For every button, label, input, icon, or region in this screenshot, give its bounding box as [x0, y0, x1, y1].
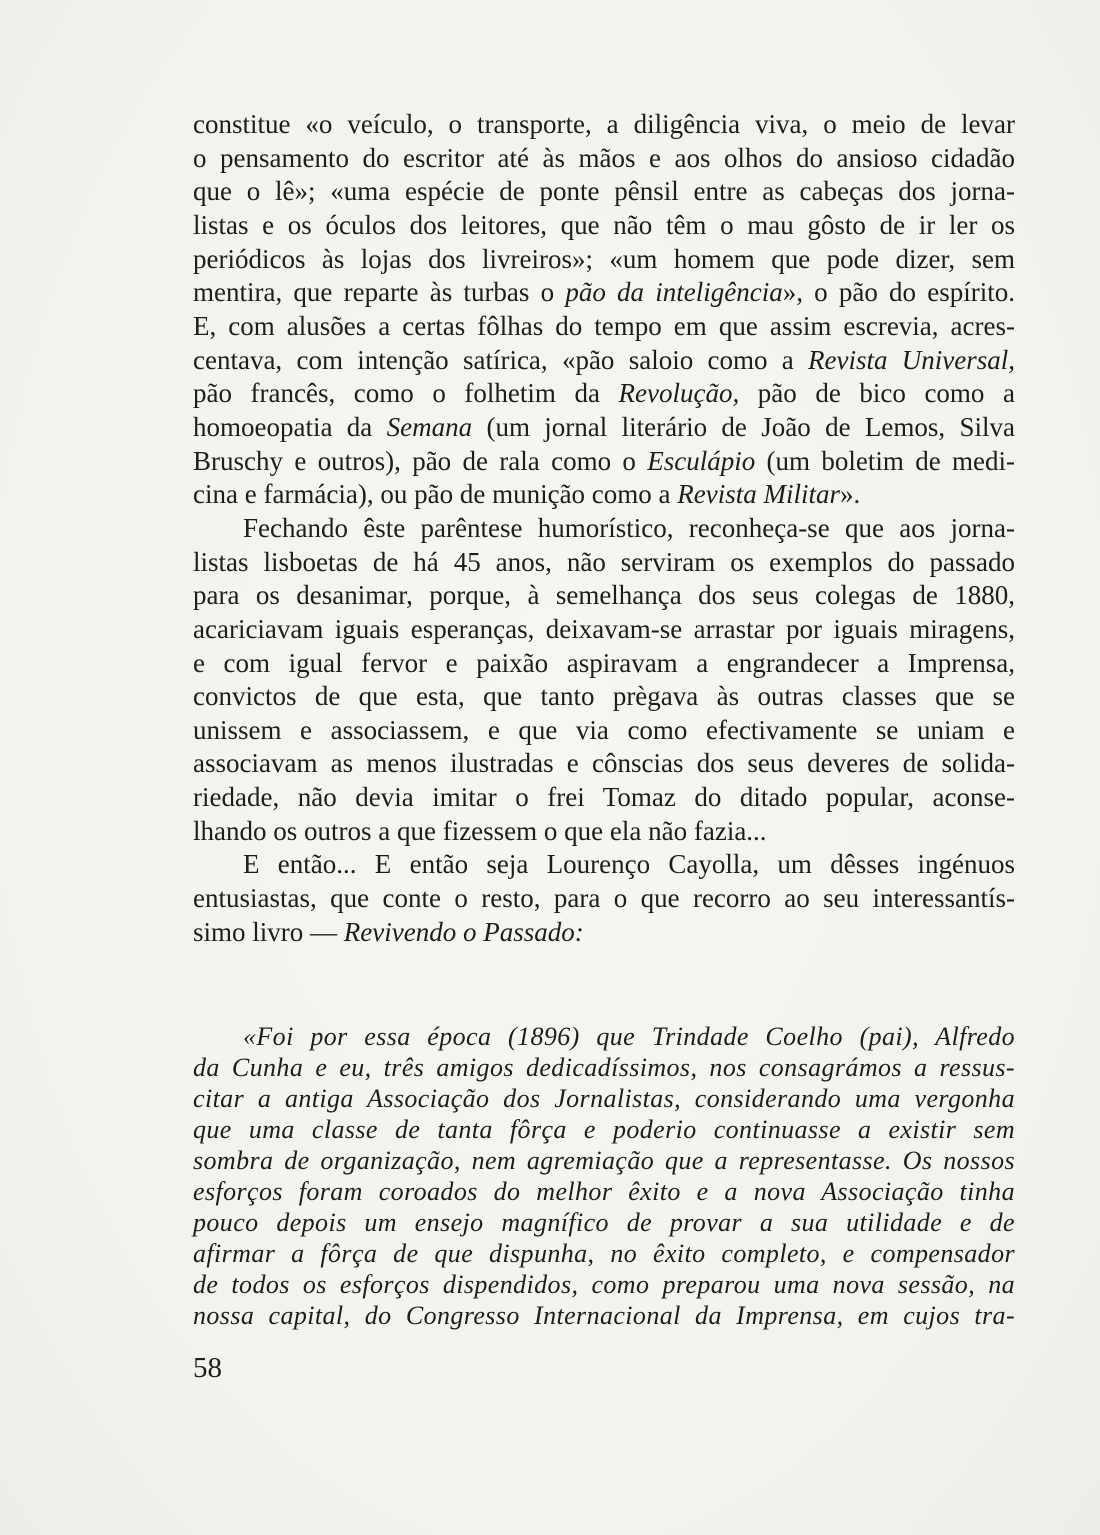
italic-text: Revivendo o Passado: [343, 916, 584, 947]
text-line [193, 344, 1015, 378]
text-line [193, 714, 1015, 748]
text-line [193, 175, 1015, 209]
text-run: unissem e associassem, e que via como efectivamente se uniam e [193, 714, 1015, 745]
text-run: E, com alusões a certas fôlhas do tempo em que assim escrevia, acres- [193, 310, 1015, 341]
quote-line: que uma classe de tanta fôrça e poderio continuasse a existir sem [193, 1115, 1015, 1144]
text-line [193, 377, 1015, 411]
quote-line: da Cunha e eu, três amigos dedicadíssimos, nos consagrámos a ressus- [193, 1053, 1015, 1082]
text-run: lhando os outros a que fizessem o que ela não fazia... [193, 815, 767, 846]
italic-text: Revolução, [618, 378, 740, 409]
italic-text: Revista Militar [677, 479, 841, 510]
text-line [193, 781, 1015, 815]
text-line [193, 680, 1015, 714]
text-run: e com igual fervor e paixão aspiravam a engrandecer a Imprensa, [193, 647, 1015, 678]
text-line [193, 848, 1015, 882]
text-line [193, 276, 1015, 310]
text-run: ». [840, 479, 861, 510]
text-run: convictos de que esta, que tanto prègava às outras classes que se [193, 681, 1015, 712]
quote-line: de todos os esforços dispendidos, como preparou uma nova sessão, na [193, 1270, 1015, 1299]
text-line [193, 243, 1015, 277]
text-run: entusiastas, que conte o resto, para o que recorro ao seu interessantís- [193, 883, 1015, 914]
quote-line: citar a antiga Associação dos Jornalistas, considerando uma vergonha [193, 1084, 1015, 1113]
text-run: que o lê»; «uma espécie de ponte pênsil entre as cabeças dos jorna- [193, 176, 1015, 207]
text-line [193, 579, 1015, 613]
text-line [193, 613, 1015, 647]
quote-line: nossa capital, do Congresso Internacional da Imprensa, em cujos tra- [193, 1301, 1015, 1330]
text-line [193, 815, 1015, 849]
text-run: (um boletim de medi- [755, 445, 1015, 476]
text-line [193, 209, 1015, 243]
text-run: E então... E então seja Lourenço Cayolla, um dêsses ingénuos [243, 849, 1015, 880]
page-number: 58 [193, 1352, 222, 1384]
text-run: (um jornal literário de João de Lemos, Silva [472, 411, 1015, 442]
quote-line: «Foi por essa época (1896) que Trindade Coelho (pai), Alfredo [243, 1022, 1015, 1051]
text-run: simo livro — [193, 916, 344, 947]
italic-text: Esculápio [647, 445, 756, 476]
text-run: pão francês, como o folhetim da [193, 378, 619, 409]
text-line [193, 916, 1015, 950]
body-text [193, 108, 1015, 949]
quote-line: afirmar a fôrça de que dispunha, no êxito completo, e compensador [193, 1239, 1015, 1268]
text-line [193, 882, 1015, 916]
text-line [193, 445, 1015, 479]
text-line [193, 411, 1015, 445]
text-run: cina e farmácia), ou pão de munição como a [193, 479, 678, 510]
text-line [193, 747, 1015, 781]
text-run: periódicos às lojas dos livreiros»; «um homem que pode dizer, sem [193, 243, 1015, 274]
text-line [193, 108, 1015, 142]
text-run: pão de bico como a [739, 378, 1015, 409]
quote-line: esforços foram coroados do melhor êxito e a nova Associação tinha [193, 1177, 1015, 1206]
text-run: o pensamento do escritor até às mãos e aos olhos do ansioso cidadão [193, 142, 1015, 173]
text-run: homoeopatia da [193, 411, 387, 442]
quote-block [193, 1021, 1015, 1331]
italic-text: pão da inteligência [565, 277, 783, 308]
text-line [193, 478, 1015, 512]
text-run: mentira, que reparte às turbas o [193, 277, 566, 308]
text-line [193, 647, 1015, 681]
text-run: associavam as menos ilustradas e cônscias dos seus deveres de solida- [193, 748, 1015, 779]
quote-line: sombra de organização, nem agremiação que a representasse. Os nossos [193, 1146, 1015, 1175]
text-line [193, 310, 1015, 344]
text-run: centava, com intenção satírica, «pão saloio como a [193, 344, 809, 375]
text-run: acariciavam iguais esperanças, deixavam-se arrastar por iguais miragens, [193, 613, 1015, 644]
paragraph [193, 848, 1015, 949]
text-run: riedade, não devia imitar o frei Tomaz do ditado popular, aconse- [193, 782, 1015, 813]
text-run: Fechando êste parêntese humorístico, reconheça-se que aos jorna- [243, 512, 1015, 543]
italic-text: Semana [386, 411, 473, 442]
text-run: listas e os óculos dos leitores, que não têm o mau gôsto de ir ler os [193, 209, 1015, 240]
paragraph [193, 512, 1015, 849]
text-run: para os desanimar, porque, à semelhança dos seus colegas de 1880, [193, 580, 1015, 611]
quote-line: pouco depois um ensejo magnífico de provar a sua utilidade e de [193, 1208, 1015, 1237]
text-line [193, 512, 1015, 546]
text-line [193, 546, 1015, 580]
text-run: », o pão do espírito. [782, 277, 1015, 308]
text-run: listas lisboetas de há 45 anos, não serviram os exemplos do passado [193, 546, 1015, 577]
text-line [193, 142, 1015, 176]
italic-text: Revista Universal, [808, 344, 1015, 375]
text-run: constitue «o veículo, o transporte, a diligência viva, o meio de levar [193, 109, 1015, 139]
text-run: Bruschy e outros), pão de rala como o [193, 445, 648, 476]
paragraph [193, 108, 1015, 512]
